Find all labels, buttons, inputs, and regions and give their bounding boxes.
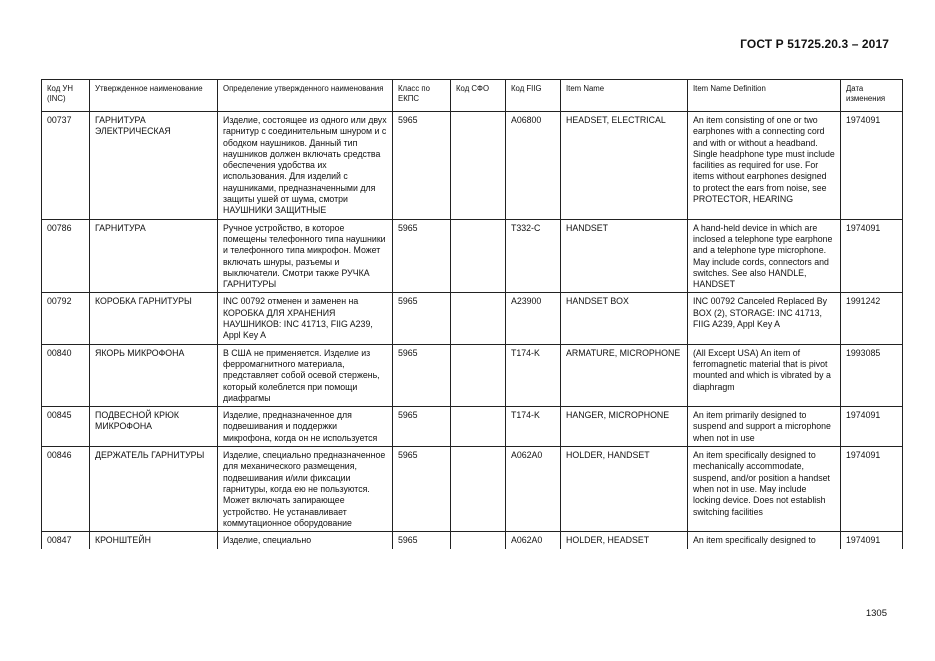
- col-header-date: Дата изменения: [841, 80, 903, 112]
- cell-name: ПОДВЕСНОЙ КРЮК МИКРОФОНА: [90, 407, 218, 447]
- col-header-ekps: Класс по ЕКПС: [393, 80, 451, 112]
- cell-item-name: HEADSET, ELECTRICAL: [561, 112, 688, 220]
- cell-ekps: 5965: [393, 407, 451, 447]
- cell-item-name: HANGER, MICROPHONE: [561, 407, 688, 447]
- cell-sfo: [451, 407, 506, 447]
- cell-item-name: ARMATURE, MICROPHONE: [561, 344, 688, 406]
- cell-fiig: T174-K: [506, 344, 561, 406]
- cell-name: ЯКОРЬ МИКРОФОНА: [90, 344, 218, 406]
- cell-name: ГАРНИТУРА ЭЛЕКТРИЧЕСКАЯ: [90, 112, 218, 220]
- cell-item-definition: An item specifically designed to mechanically accommodate, suspend, and/or position a handset when not in use. May include locking device. Does not establish switching facilities: [688, 447, 841, 532]
- cell-ekps: 5965: [393, 219, 451, 293]
- cell-item-definition: INC 00792 Canceled Replaced By BOX (2), STORAGE: INC 41713, FIIG A239, Appl Key A: [688, 293, 841, 344]
- cell-definition: Изделие, предназначенное для подвешивания и поддержки микрофона, когда он не используется: [218, 407, 393, 447]
- cell-date: 1974091: [841, 219, 903, 293]
- table-row: [42, 447, 903, 532]
- cell-sfo: [451, 447, 506, 532]
- cell-item-name: HANDSET: [561, 219, 688, 293]
- cell-sfo: [451, 293, 506, 344]
- cell-definition: Изделие, специально предназначенное для механического размещения, подвешивания и/или фиксации гарнитуры, когда ею не пользуются. Может включать запирающее устройство. Не устанавливает коммутационное оборудование: [218, 447, 393, 532]
- cell-fiig: A062A0: [506, 532, 561, 550]
- table-row: [42, 344, 903, 406]
- table-header-row: [42, 80, 903, 112]
- col-header-name: Утвержденное наименование: [90, 80, 218, 112]
- cell-name: КОРОБКА ГАРНИТУРЫ: [90, 293, 218, 344]
- cell-item-definition: An item specifically designed to: [688, 532, 841, 550]
- cell-definition: Изделие, состоящее из одного или двух гарнитур с соединительным шнуром и с ободком наушников. Данный тип наушников должен включать средства обеспечения удобства их использования. Для изделий с наушниками, предназначенными для защиты ушей от шума, смотри НАУШНИКИ ЗАЩИТНЫЕ: [218, 112, 393, 220]
- cell-kod: 00840: [42, 344, 90, 406]
- cell-date: 1974091: [841, 407, 903, 447]
- cell-fiig: T332-C: [506, 219, 561, 293]
- table-row: [42, 407, 903, 447]
- cell-kod: 00846: [42, 447, 90, 532]
- cell-date: 1974091: [841, 532, 903, 550]
- cell-ekps: 5965: [393, 293, 451, 344]
- col-header-fiig: Код FIIG: [506, 80, 561, 112]
- col-header-definition: Определение утвержденного наименования: [218, 80, 393, 112]
- cell-kod: 00737: [42, 112, 90, 220]
- cell-item-name: HOLDER, HEADSET: [561, 532, 688, 550]
- cell-date: 1974091: [841, 112, 903, 220]
- table-row: [42, 219, 903, 293]
- table-row: [42, 293, 903, 344]
- cell-item-name: HANDSET BOX: [561, 293, 688, 344]
- cell-sfo: [451, 219, 506, 293]
- cell-fiig: T174-K: [506, 407, 561, 447]
- cell-date: 1974091: [841, 447, 903, 532]
- col-header-sfo: Код СФО: [451, 80, 506, 112]
- cell-date: 1991242: [841, 293, 903, 344]
- cell-ekps: 5965: [393, 112, 451, 220]
- cell-item-definition: A hand-held device in which are inclosed a telephone type earphone and a telephone type microphone. May include cords, connectors and switches. See also HANDLE, HANDSET: [688, 219, 841, 293]
- cell-kod: 00847: [42, 532, 90, 550]
- table-row: [42, 112, 903, 220]
- cell-kod: 00786: [42, 219, 90, 293]
- cell-kod: 00845: [42, 407, 90, 447]
- standard-designation: ГОСТ Р 51725.20.3 – 2017: [740, 37, 889, 51]
- page-number: 1305: [865, 608, 887, 619]
- cell-date: 1993085: [841, 344, 903, 406]
- col-header-item-name: Item Name: [561, 80, 688, 112]
- cell-name: КРОНШТЕЙН: [90, 532, 218, 550]
- cell-item-definition: An item primarily designed to suspend and support a microphone when not in use: [688, 407, 841, 447]
- cell-item-definition: (All Except USA) An item of ferromagnetic material that is pivot mounted and which is vibrated by a diaphragm: [688, 344, 841, 406]
- cell-sfo: [451, 112, 506, 220]
- cell-sfo: [451, 532, 506, 550]
- cell-ekps: 5965: [393, 344, 451, 406]
- cell-definition: В США не применяется. Изделие из ферромагнитного материала, представляет собой осевой стержень, который колеблется при помощи диафрагмы: [218, 344, 393, 406]
- cell-ekps: 5965: [393, 532, 451, 550]
- cell-fiig: A23900: [506, 293, 561, 344]
- table-row: [42, 532, 903, 550]
- cell-definition: INC 00792 отменен и заменен на КОРОБКА ДЛЯ ХРАНЕНИЯ НАУШНИКОВ: INC 41713, FIIG A239, Appl Key A: [218, 293, 393, 344]
- cell-definition: Ручное устройство, в которое помещены телефонного типа наушники и телефонного типа микрофон. Может включать шнуры, разъемы и выключатели. Смотри также РУЧКА ГАРНИТУРЫ: [218, 219, 393, 293]
- cell-item-definition: An item consisting of one or two earphones with a connecting cord and with or without a headband. Single headphone type must include facilities as required for use. For items without earphones designed to protect the ears from noise, see PROTECTOR, HEARING: [688, 112, 841, 220]
- cell-item-name: HOLDER, HANDSET: [561, 447, 688, 532]
- cell-ekps: 5965: [393, 447, 451, 532]
- cell-definition: Изделие, специально: [218, 532, 393, 550]
- cell-name: ДЕРЖАТЕЛЬ ГАРНИТУРЫ: [90, 447, 218, 532]
- nomenclature-table: [41, 79, 903, 549]
- cell-fiig: A06800: [506, 112, 561, 220]
- cell-kod: 00792: [42, 293, 90, 344]
- cell-sfo: [451, 344, 506, 406]
- cell-name: ГАРНИТУРА: [90, 219, 218, 293]
- col-header-item-definition: Item Name Definition: [688, 80, 841, 112]
- cell-fiig: A062A0: [506, 447, 561, 532]
- col-header-kod: Код УН (INC): [42, 80, 90, 112]
